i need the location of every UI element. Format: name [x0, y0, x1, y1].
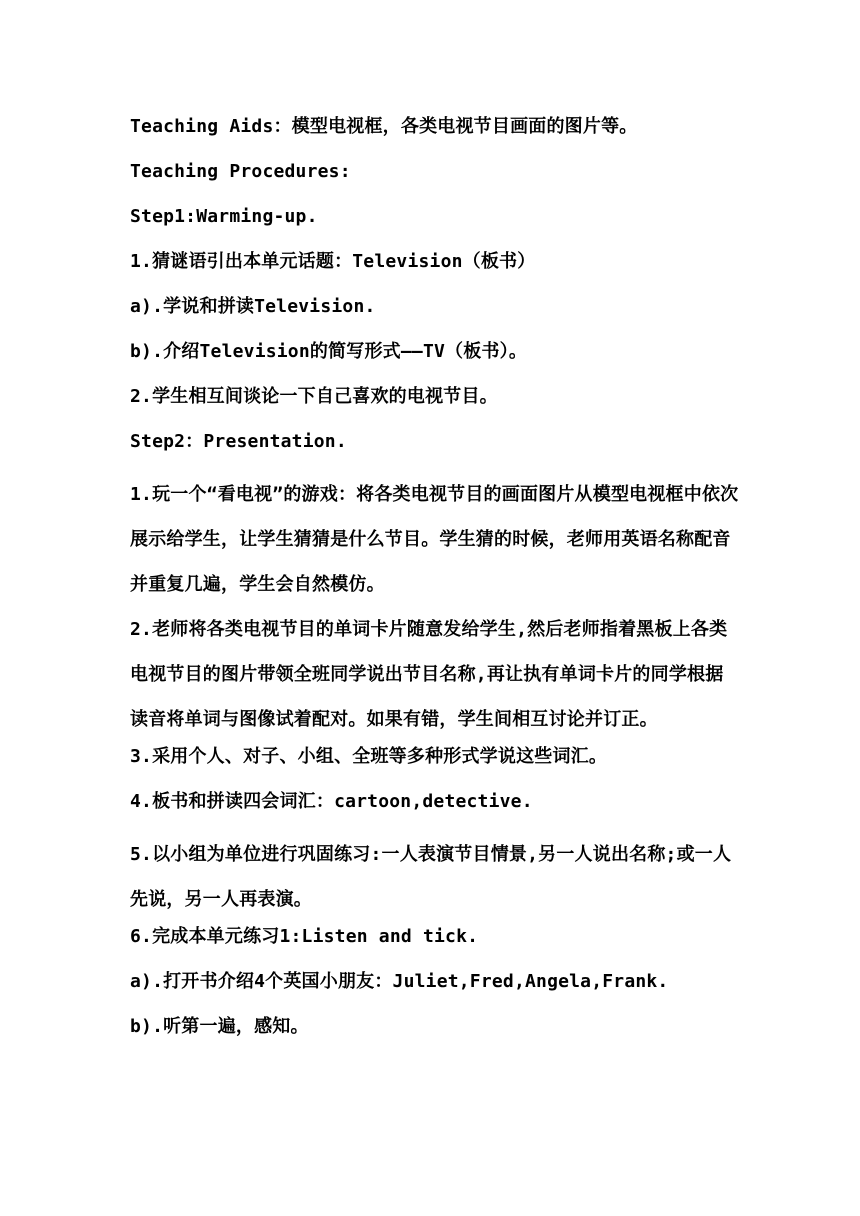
teaching-procedures-heading: Teaching Procedures:	[130, 161, 351, 182]
teaching-aids-line: Teaching Aids：模型电视框，各类电视节目画面的图片等。	[130, 116, 638, 137]
step2-item-6a: a).打开书介绍4个英国小朋友：Juliet,Fred,Angela,Frank.	[130, 971, 669, 992]
step1-item-2: 2.学生相互间谈论一下自己喜欢的电视节目。	[130, 386, 498, 407]
step2-item-4: 4.板书和拼读四会词汇：cartoon,detective.	[130, 791, 533, 812]
step2-item-2: 2.老师将各类电视节目的单词卡片随意发给学生,然后老师指着黑板上各类电视节目的图片带领全班同学说出节目名称,再让执有单词卡片的同学根据读音将单词与图像试着配对。如果有错，学生间相互讨论并订正。	[130, 619, 728, 730]
step2-item-5: 5.以小组为单位进行巩固练习:一人表演节目情景,另一人说出名称;或一人先说，另一人再表演。	[130, 844, 732, 910]
step1-heading: Step1:Warming-up.	[130, 206, 318, 227]
step1-item-1a: a).学说和拼读Television.	[130, 296, 376, 317]
step1-item-1b: b).介绍Television的简写形式——TV（板书）。	[130, 341, 528, 362]
step2-item-1: 1.玩一个“看电视”的游戏：将各类电视节目的画面图片从模型电视框中依次展示给学生，让学生猜猜是什么节目。学生猜的时候，老师用英语名称配音并重复几遍，学生会自然模仿。	[130, 484, 739, 595]
step2-item-3: 3.采用个人、对子、小组、全班等多种形式学说这些词汇。	[130, 746, 608, 767]
step2-item-6: 6.完成本单元练习1:Listen and tick.	[130, 926, 479, 947]
step1-item-1: 1.猜谜语引出本单元话题：Television（板书）	[130, 251, 536, 272]
step2-heading: Step2：Presentation.	[130, 431, 347, 452]
document-body	[130, 112, 740, 1057]
step2-item-6b: b).听第一遍，感知。	[130, 1016, 309, 1037]
